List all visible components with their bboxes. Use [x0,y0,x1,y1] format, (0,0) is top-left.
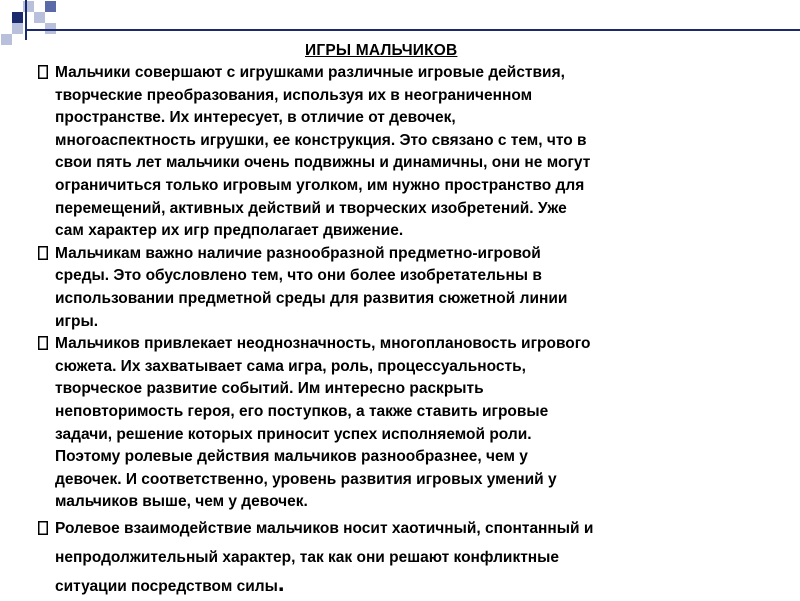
slide-title: ИГРЫ МАЛЬЧИКОВ [305,42,458,59]
paragraph-line: ситуации посредством силы [55,577,278,595]
paragraph-line: непродолжительный характер, так как они решают конфликтные [55,548,560,566]
paragraph [38,62,778,243]
paragraph-line: Мальчики совершают с игрушками различные игровые действия, [55,64,565,81]
missing-glyph-box-icon [38,333,55,356]
missing-glyph-box-icon [38,514,55,543]
paragraph-line: свои пять лет мальчики очень подвижны и динамичны, они не могут [55,154,591,172]
paragraph [38,333,778,514]
paragraph-line: задачи, решение которых приносит успех исполняемой роли. [55,425,532,443]
paragraph-line: ограничиться только игровым уголком, им нужно пространство для [55,176,585,194]
paragraph-line: Мальчикам важно наличие разнообразной предметно-игровой [55,244,541,262]
trailing-period: . [277,569,285,597]
header-rule [25,29,800,31]
paragraph [38,243,778,333]
missing-glyph-box-icon [38,62,55,85]
paragraph-line: игры. [55,312,98,330]
paragraph-line: перемещений, активных действий и творческих изобретений. Уже [55,199,567,217]
paragraph-line: творческое развитие событий. Им интересно раскрыть [55,380,484,398]
paragraph-list [38,62,778,601]
paragraph-line: Поэтому ролевые действия мальчиков разнообразнее, чем у [55,448,528,466]
paragraph-line: Мальчиков привлекает неоднозначность, многоплановость игрового [55,335,591,353]
paragraph-line: неповторимость героя, его поступков, а также ставить игровые [55,402,549,420]
paragraph-line: Ролевое взаимодействие мальчиков носит хаотичный, спонтанный и [55,519,594,537]
slide-body [38,40,778,601]
paragraph [38,514,778,601]
paragraph-line: девочек. И соответственно, уровень развития игровых умений у [55,470,557,488]
paragraph-line: среды. Это обусловлено тем, что они более изобретательны в [55,267,542,285]
paragraph-line: пространстве. Их интересует, в отличие от девочек, [55,109,456,127]
paragraph-line: использовании предметной среды для развития сюжетной линии [55,289,568,307]
paragraph-line: творческие преобразования, используя их в неограниченном [55,86,533,104]
paragraph-line: сам характер их игр предполагает движение. [55,222,404,240]
paragraph-line: мальчиков выше, чем у девочек. [55,493,308,511]
header-vertical-rule [25,0,27,40]
missing-glyph-box-icon [38,243,55,266]
paragraph-line: сюжета. Их захватывает сама игра, роль, процессуальность, [55,357,526,375]
paragraph-line: многоаспектность игрушки, ее конструкция. Это связано с тем, что в [55,131,587,149]
